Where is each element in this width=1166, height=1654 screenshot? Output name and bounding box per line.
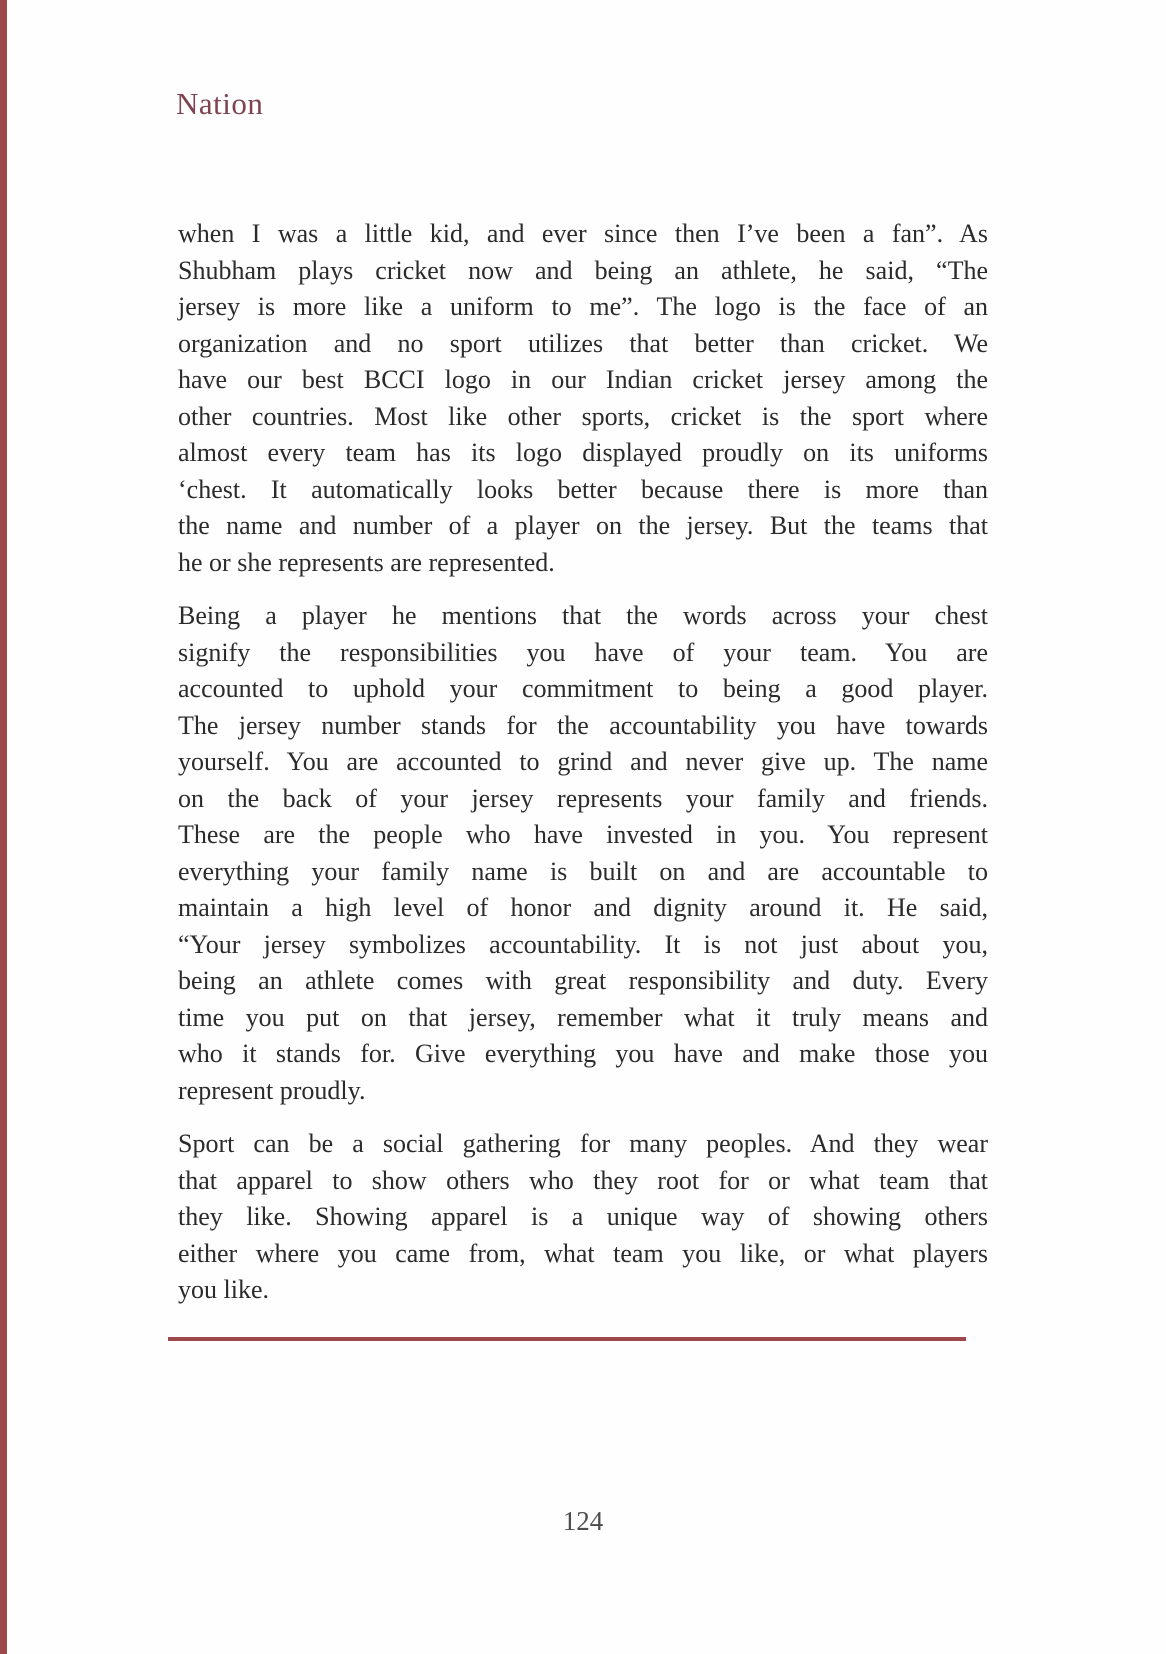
paragraph: [178, 598, 988, 1109]
text-line: ‘chest. It automatically looks better because there is more than: [178, 474, 988, 504]
text-line: have our best BCCI logo in our Indian cricket jersey among the: [178, 365, 988, 394]
text-line: the name and number of a player on the jersey. But the teams that: [178, 511, 988, 540]
text-line: on the back of your jersey represents your family and friends.: [178, 783, 988, 813]
text-line: The jersey number stands for the accountability you have towards: [178, 710, 988, 740]
text-line: maintain a high level of honor and dignity around it. He said,: [178, 893, 988, 922]
text-line: represent proudly.: [178, 1075, 366, 1105]
text-line: Being a player he mentions that the words across your chest: [178, 601, 988, 630]
text-line: everything your family name is built on and are accountable to: [178, 856, 988, 886]
page-number: 124: [562, 1506, 604, 1536]
text-line: yourself. You are accounted to grind and never give up. The name: [178, 747, 988, 776]
text-line: accounted to uphold your commitment to being a good player.: [178, 674, 988, 703]
page-edge-accent-stripe: [0, 0, 7, 1654]
text-line: These are the people who have invested in you. You represent: [178, 820, 988, 849]
text-line: they like. Showing apparel is a unique way of showing others: [178, 1202, 988, 1231]
text-line: you like.: [178, 1275, 269, 1304]
text-line: organization and no sport utilizes that better than cricket. We: [178, 328, 988, 358]
text-line: “Your jersey symbolizes accountability. It is not just about you,: [178, 929, 988, 959]
text-line: jersey is more like a uniform to me”. The logo is the face of an: [178, 292, 988, 321]
text-line: time you put on that jersey, remember what it truly means and: [178, 1002, 988, 1032]
section-divider-rule: [168, 1337, 966, 1341]
running-header: Nation: [176, 86, 264, 121]
text-line: Shubham plays cricket now and being an athlete, he said, “The: [178, 255, 988, 285]
text-line: other countries. Most like other sports, cricket is the sport where: [178, 401, 988, 431]
paragraph: [178, 1126, 988, 1309]
text-line: he or she represents are represented.: [178, 547, 555, 577]
text-line: being an athlete comes with great responsibility and duty. Every: [178, 966, 988, 995]
text-line: either where you came from, what team you like, or what players: [178, 1238, 988, 1268]
text-line: who it stands for. Give everything you have and make those you: [178, 1039, 988, 1068]
body-text-block: [178, 216, 988, 1326]
text-line: Sport can be a social gathering for many peoples. And they wear: [178, 1129, 988, 1158]
text-line: that apparel to show others who they root for or what team that: [178, 1165, 988, 1195]
text-line: signify the responsibilities you have of your team. You are: [178, 637, 988, 667]
text-line: when I was a little kid, and ever since then I’ve been a fan”. As: [178, 219, 988, 248]
text-line: almost every team has its logo displayed proudly on its uniforms: [178, 438, 988, 467]
paragraph: [178, 216, 988, 581]
